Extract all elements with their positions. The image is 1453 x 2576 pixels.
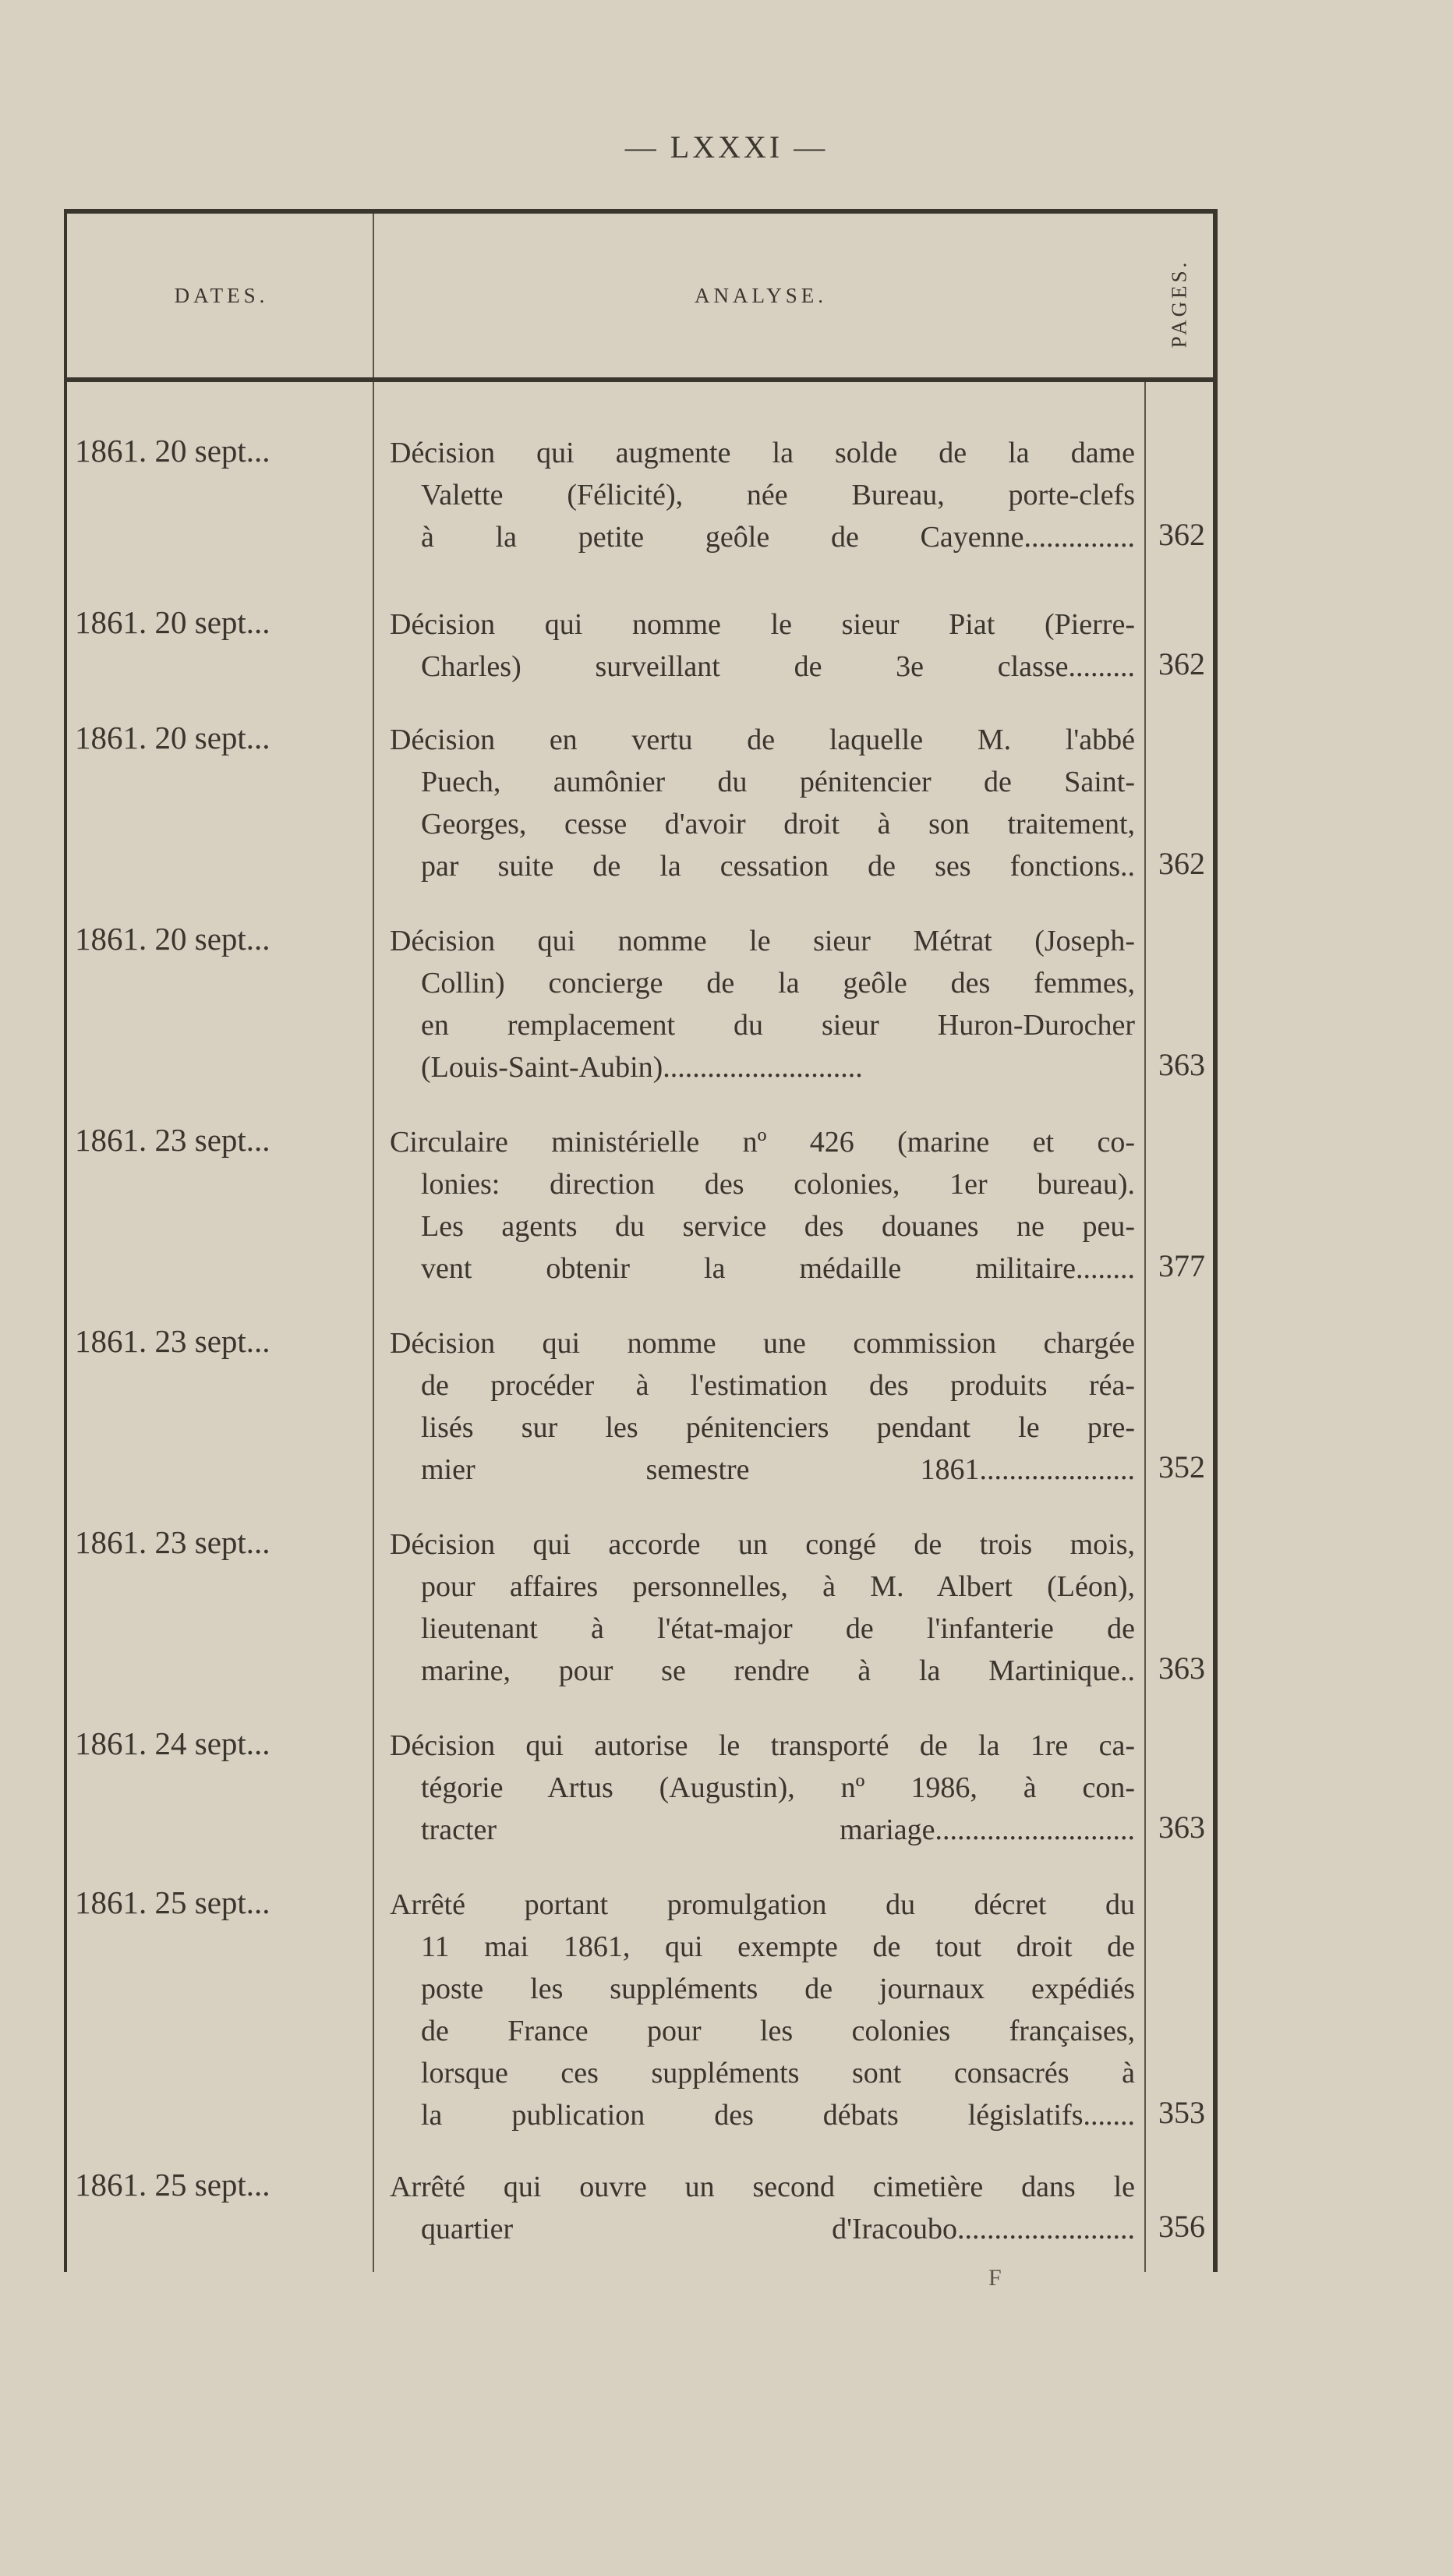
entry-page: 362 (1158, 646, 1205, 681)
analysis-line: Collin) concierge de la geôle des femmes, (421, 967, 1135, 1000)
analysis-line: mier semestre 1861..................... (421, 1453, 1135, 1486)
analysis-line: Décision qui augmente la solde de la dame (390, 437, 1135, 469)
analysis-line: Décision qui nomme le sieur Piat (Pierre- (390, 608, 1135, 641)
entry-date: 1861. 23 sept... (75, 1524, 270, 1560)
analysis-line: Les agents du service des douanes ne peu- (421, 1210, 1135, 1243)
analysis-line: Arrêté qui ouvre un second cimetière dans le (390, 2171, 1135, 2203)
entry-page: 353 (1158, 2095, 1205, 2130)
analysis-line: Décision en vertu de laquelle M. l'abbé (390, 724, 1135, 756)
column-header-pages (1146, 229, 1213, 377)
entry-date: 1861. 20 sept... (75, 720, 270, 755)
analysis-line: Georges, cesse d'avoir droit à son traitement, (421, 808, 1135, 840)
entry-analysis (384, 432, 1135, 558)
analysis-line: lisés sur les pénitenciers pendant le pre- (421, 1411, 1135, 1444)
analysis-line: de procéder à l'estimation des produits réa- (421, 1369, 1135, 1402)
analysis-line: (Louis-Saint-Aubin)........................... (421, 1051, 863, 1084)
analysis-line: vent obtenir la médaille militaire........ (421, 1252, 1135, 1285)
analysis-line: tracter mariage........................... (421, 1813, 1135, 1846)
analysis-line: 11 mai 1861, qui exempte de tout droit de (421, 1930, 1135, 1963)
analysis-line: Arrêté portant promulgation du décret du (390, 1888, 1135, 1921)
analysis-line: de France pour les colonies françaises, (421, 2015, 1135, 2047)
entry-date: 1861. 20 sept... (75, 921, 270, 957)
signature-mark: F (988, 2265, 1002, 2291)
analysis-line: par suite de la cessation de ses fonctions.. (421, 850, 1135, 883)
entry-analysis (384, 1884, 1135, 2136)
entry-date: 1861. 20 sept... (75, 604, 270, 640)
entry-page: 377 (1158, 1248, 1205, 1283)
entry-analysis (384, 920, 1135, 1088)
analysis-line: lonies: direction des colonies, 1er bureau). (421, 1168, 1135, 1201)
entry-page: 363 (1158, 1047, 1205, 1082)
entry-analysis (384, 1322, 1135, 1491)
analysis-line: Valette (Félicité), née Bureau, porte-clefs (421, 479, 1135, 511)
entry-page: 363 (1158, 1810, 1205, 1845)
entry-page: 362 (1158, 517, 1205, 552)
entry-analysis (384, 603, 1135, 688)
analysis-line: Décision qui autorise le transporté de la 1re ca- (390, 1729, 1135, 1762)
entry-page: 356 (1158, 2209, 1205, 2244)
header-rule (67, 377, 1213, 382)
analysis-line: Décision qui nomme le sieur Métrat (Joseph- (390, 925, 1135, 957)
entry-analysis (384, 719, 1135, 887)
analysis-line: lorsque ces suppléments sont consacrés à (421, 2057, 1135, 2089)
analysis-line: Charles) surveillant de 3e classe......... (421, 650, 1135, 683)
chronological-table (64, 209, 1218, 2272)
analysis-line: quartier d'Iracoubo........................ (421, 2213, 1135, 2245)
entry-date: 1861. 23 sept... (75, 1122, 270, 1158)
entry-date: 1861. 25 sept... (75, 2167, 270, 2203)
column-header-dates: DATES. (174, 284, 269, 307)
analysis-line: Décision qui nomme une commission chargée (390, 1327, 1135, 1360)
entry-page: 352 (1158, 1449, 1205, 1484)
analysis-line: pour affaires personnelles, à M. Albert (Léon), (421, 1570, 1135, 1603)
analysis-line: Circulaire ministérielle nº 426 (marine et co- (390, 1126, 1135, 1159)
entry-analysis (384, 1523, 1135, 1692)
entry-analysis (384, 1725, 1135, 1851)
entry-page: 362 (1158, 846, 1205, 881)
entry-date: 1861. 23 sept... (75, 1323, 270, 1359)
analysis-line: en remplacement du sieur Huron-Durocher (421, 1009, 1135, 1042)
analysis-line: Décision qui accorde un congé de trois mois, (390, 1528, 1135, 1561)
analysis-line: poste les suppléments de journaux expédiés (421, 1973, 1135, 2005)
column-header-pages-label: PAGES. (1167, 259, 1191, 348)
analysis-line: à la petite geôle de Cayenne............... (421, 521, 1135, 554)
analysis-line: tégorie Artus (Augustin), nº 1986, à con- (421, 1771, 1135, 1804)
entry-analysis (384, 2166, 1135, 2250)
column-divider-dates (373, 214, 374, 2272)
entry-date: 1861. 24 sept... (75, 1725, 270, 1761)
analysis-line: lieutenant à l'état-major de l'infanterie de (421, 1612, 1135, 1645)
page-header-number: — LXXXI — (624, 129, 829, 165)
column-header-analyse: ANALYSE. (694, 284, 828, 307)
entry-date: 1861. 25 sept... (75, 1884, 270, 1920)
entry-analysis (384, 1121, 1135, 1290)
analysis-line: la publication des débats législatifs....... (421, 2099, 1135, 2132)
entry-date: 1861. 20 sept... (75, 433, 270, 469)
column-divider-pages (1144, 380, 1146, 2272)
analysis-line: marine, pour se rendre à la Martinique.. (421, 1654, 1135, 1687)
entry-page: 363 (1158, 1651, 1205, 1686)
analysis-line: Puech, aumônier du pénitencier de Saint- (421, 766, 1135, 798)
